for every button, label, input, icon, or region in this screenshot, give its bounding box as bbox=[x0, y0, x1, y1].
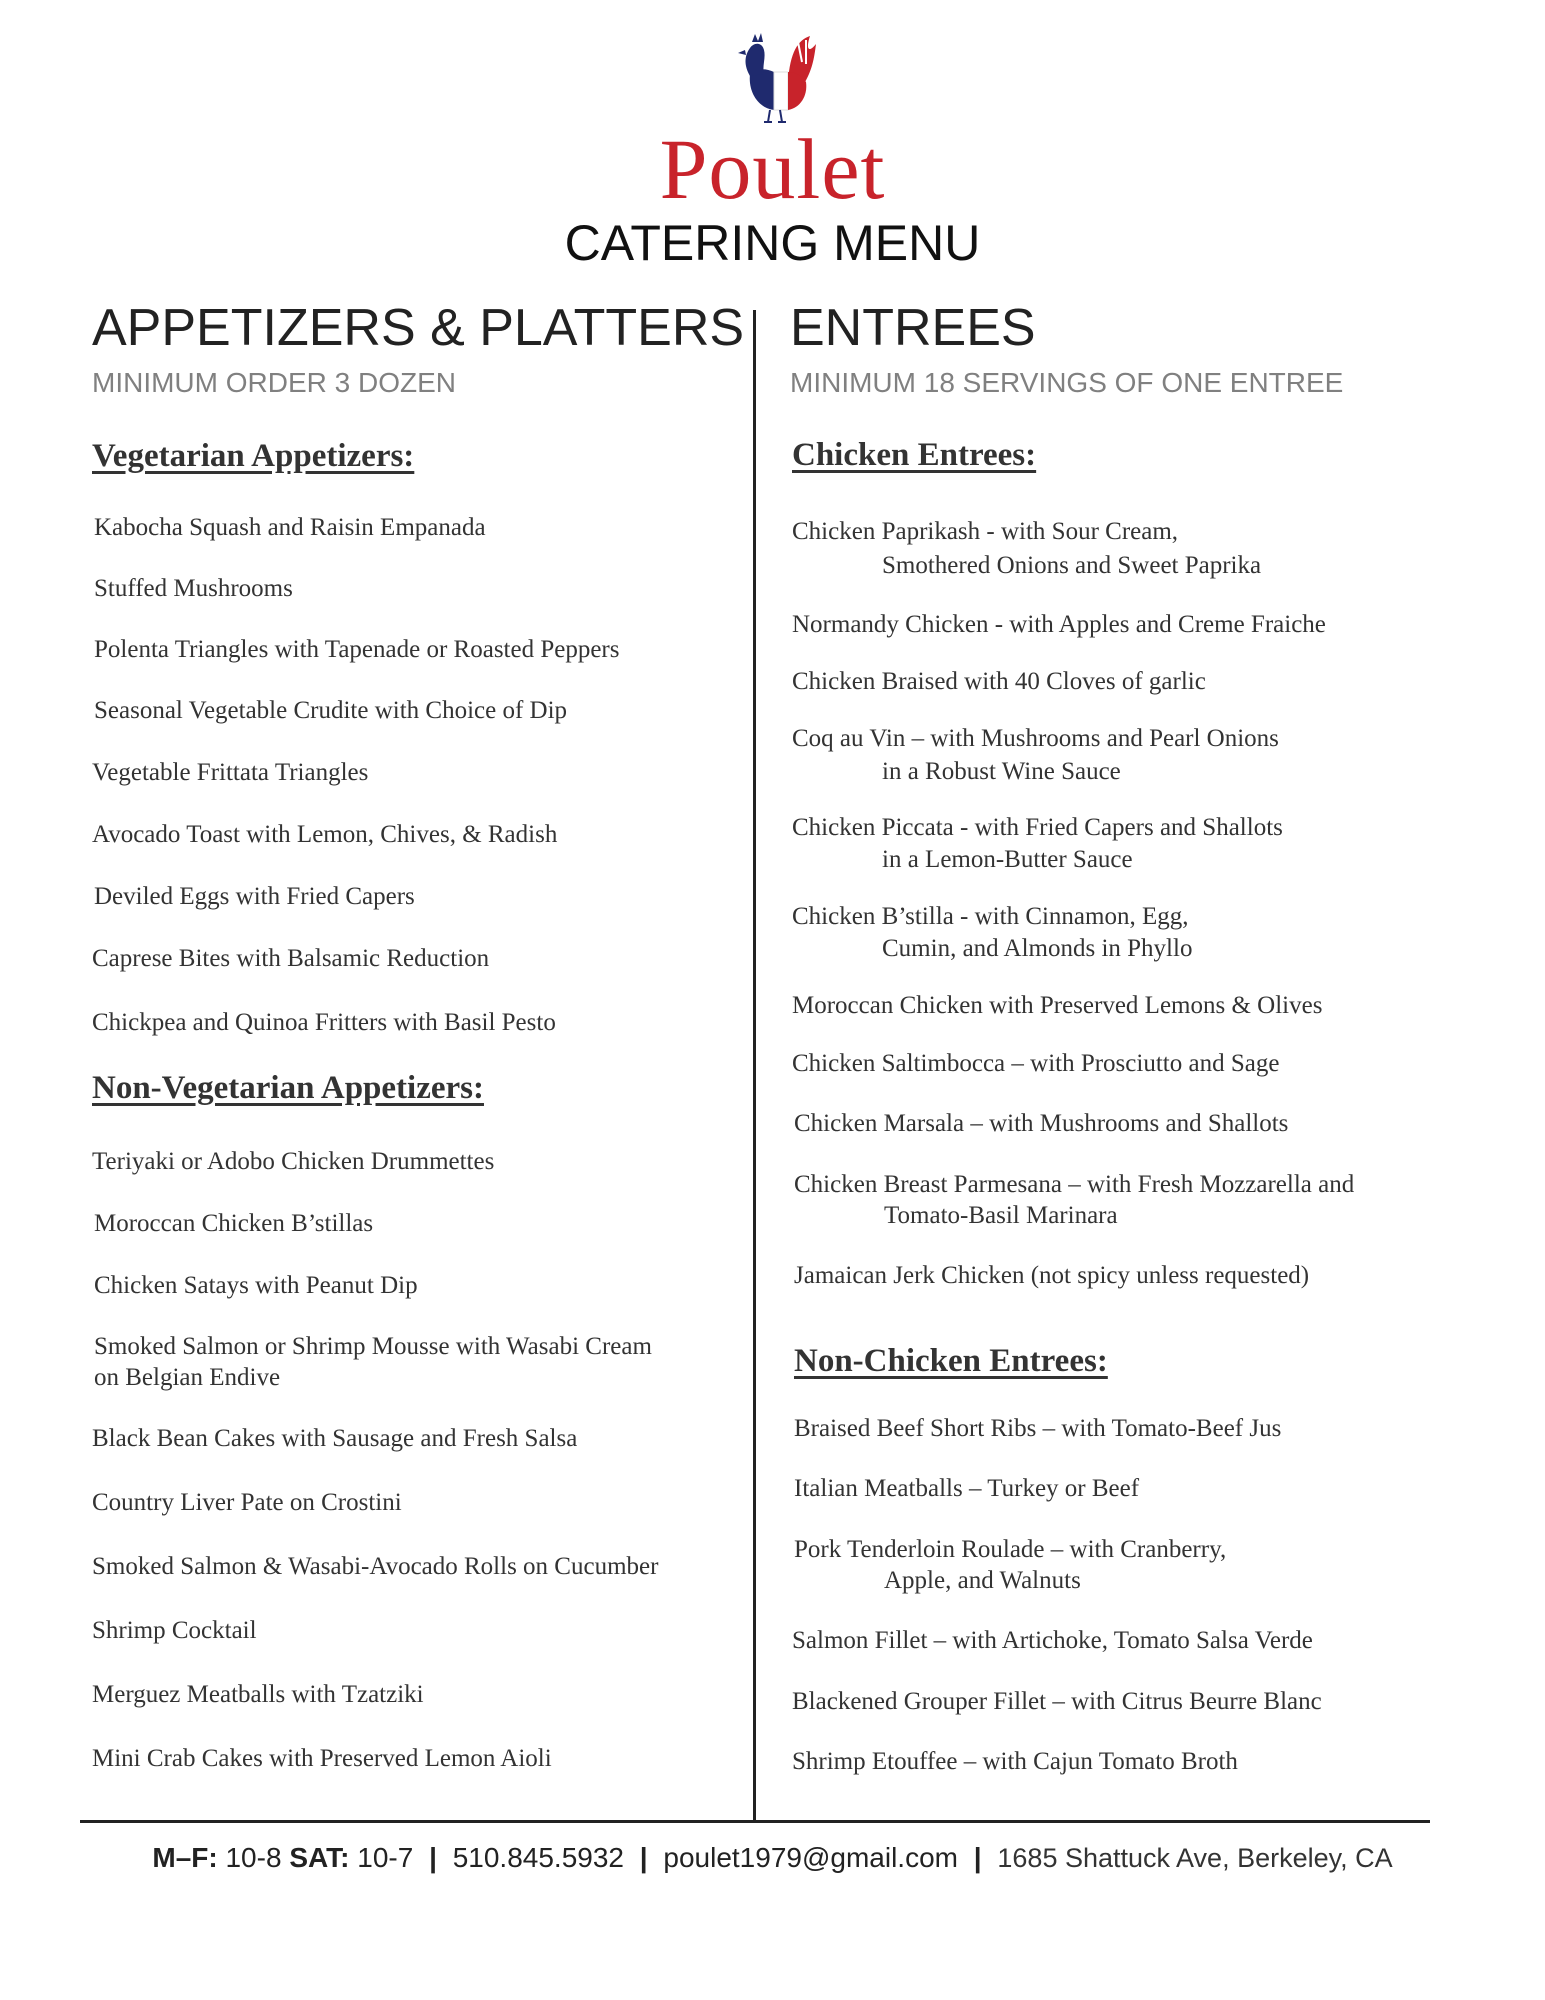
entrees-title: ENTREES bbox=[790, 299, 1036, 357]
list-item: Merguez Meatballs with Tzatziki bbox=[92, 1681, 424, 1708]
entrees-minimum: MINIMUM 18 SERVINGS OF ONE ENTREE bbox=[790, 367, 1344, 399]
list-item: Polenta Triangles with Tapenade or Roasted Peppers bbox=[94, 636, 620, 663]
chicken-entrees-title: Chicken Entrees: bbox=[792, 437, 1037, 473]
list-item: Chicken Breast Parmesana – with Fresh Mozzarella and bbox=[794, 1171, 1355, 1198]
saturday-hours: 10-7 bbox=[357, 1842, 414, 1873]
list-item: Braised Beef Short Ribs – with Tomato-Beef Jus bbox=[794, 1415, 1282, 1442]
vegetarian-appetizers-title: Vegetarian Appetizers: bbox=[92, 438, 415, 474]
list-item: Normandy Chicken - with Apples and Creme Fraiche bbox=[792, 611, 1326, 638]
list-item: Pork Tenderloin Roulade – with Cranberry, bbox=[794, 1536, 1227, 1563]
footer-separator: | bbox=[639, 1842, 648, 1873]
brand-name: Poulet bbox=[659, 121, 886, 217]
list-item: Stuffed Mushrooms bbox=[94, 575, 293, 602]
list-item: Chicken B’stilla - with Cinnamon, Egg, bbox=[792, 903, 1189, 930]
address: 1685 Shattuck Ave, Berkeley, CA bbox=[997, 1843, 1393, 1873]
footer-separator: | bbox=[429, 1842, 437, 1873]
appetizers-column bbox=[92, 299, 745, 399]
list-item: Teriyaki or Adobo Chicken Drummettes bbox=[92, 1148, 495, 1175]
email-link[interactable]: poulet1979@gmail.com bbox=[663, 1842, 958, 1873]
list-item: Cumin, and Almonds in Phyllo bbox=[882, 935, 1193, 962]
list-item: Chicken Braised with 40 Cloves of garlic bbox=[792, 668, 1206, 695]
list-item: Jamaican Jerk Chicken (not spicy unless requested) bbox=[794, 1262, 1310, 1289]
list-item: Caprese Bites with Balsamic Reduction bbox=[92, 945, 490, 972]
list-item: Blackened Grouper Fillet – with Citrus Beurre Blanc bbox=[792, 1688, 1322, 1715]
list-item: Chickpea and Quinoa Fritters with Basil Pesto bbox=[92, 1009, 556, 1036]
list-item: Chicken Paprikash - with Sour Cream, bbox=[792, 518, 1179, 545]
weekday-label: M–F: bbox=[152, 1842, 218, 1873]
list-item: Mini Crab Cakes with Preserved Lemon Aioli bbox=[92, 1745, 552, 1772]
saturday-label: SAT: bbox=[289, 1842, 350, 1873]
appetizers-minimum: MINIMUM ORDER 3 DOZEN bbox=[92, 367, 456, 399]
list-item: Vegetable Frittata Triangles bbox=[92, 759, 369, 786]
list-item: Smothered Onions and Sweet Paprika bbox=[882, 552, 1262, 579]
footer-rule bbox=[80, 1820, 1430, 1823]
weekday-hours: 10-8 bbox=[225, 1842, 282, 1873]
footer-separator: | bbox=[973, 1842, 982, 1873]
list-item: Chicken Saltimbocca – with Prosciutto and Sage bbox=[792, 1050, 1280, 1077]
list-item: Shrimp Cocktail bbox=[92, 1617, 257, 1644]
list-item: Moroccan Chicken B’stillas bbox=[94, 1210, 374, 1237]
list-item: Deviled Eggs with Fried Capers bbox=[94, 883, 415, 910]
list-item: Coq au Vin – with Mushrooms and Pearl Onions bbox=[792, 725, 1279, 752]
list-item: Smoked Salmon & Wasabi-Avocado Rolls on Cucumber bbox=[92, 1553, 659, 1580]
list-item: Chicken Piccata - with Fried Capers and Shallots bbox=[792, 814, 1283, 841]
list-item: Tomato-Basil Marinara bbox=[884, 1202, 1118, 1229]
list-item: Apple, and Walnuts bbox=[884, 1567, 1081, 1594]
list-item: Moroccan Chicken with Preserved Lemons & Olives bbox=[792, 992, 1323, 1019]
non-vegetarian-appetizers-title: Non-Vegetarian Appetizers: bbox=[92, 1070, 484, 1106]
list-item: on Belgian Endive bbox=[94, 1364, 281, 1391]
list-item: Kabocha Squash and Raisin Empanada bbox=[94, 514, 486, 541]
rooster-french-flag-icon bbox=[718, 22, 828, 132]
list-item: Country Liver Pate on Crostini bbox=[92, 1489, 402, 1516]
list-item: in a Robust Wine Sauce bbox=[882, 758, 1121, 785]
header bbox=[0, 22, 1545, 271]
list-item: Salmon Fillet – with Artichoke, Tomato Salsa Verde bbox=[792, 1627, 1313, 1654]
entrees-column bbox=[790, 300, 1430, 397]
page-title: CATERING MENU bbox=[564, 215, 981, 271]
list-item: Avocado Toast with Lemon, Chives, & Radish bbox=[92, 821, 558, 848]
list-item: Smoked Salmon or Shrimp Mousse with Wasabi Cream bbox=[94, 1333, 652, 1360]
list-item: Italian Meatballs – Turkey or Beef bbox=[794, 1475, 1140, 1502]
non-chicken-entrees-title: Non-Chicken Entrees: bbox=[794, 1343, 1108, 1379]
list-item: Chicken Marsala – with Mushrooms and Shallots bbox=[794, 1110, 1289, 1137]
appetizers-title: APPETIZERS & PLATTERS bbox=[92, 299, 745, 357]
phone-number[interactable]: 510.845.5932 bbox=[452, 1842, 624, 1873]
list-item: in a Lemon-Butter Sauce bbox=[882, 846, 1133, 873]
list-item: Seasonal Vegetable Crudite with Choice of Dip bbox=[94, 697, 568, 724]
footer-contact bbox=[0, 1842, 1545, 1874]
column-divider bbox=[753, 310, 756, 1822]
list-item: Chicken Satays with Peanut Dip bbox=[94, 1272, 418, 1299]
list-item: Shrimp Etouffee – with Cajun Tomato Broth bbox=[792, 1748, 1238, 1775]
list-item: Black Bean Cakes with Sausage and Fresh Salsa bbox=[92, 1425, 578, 1452]
